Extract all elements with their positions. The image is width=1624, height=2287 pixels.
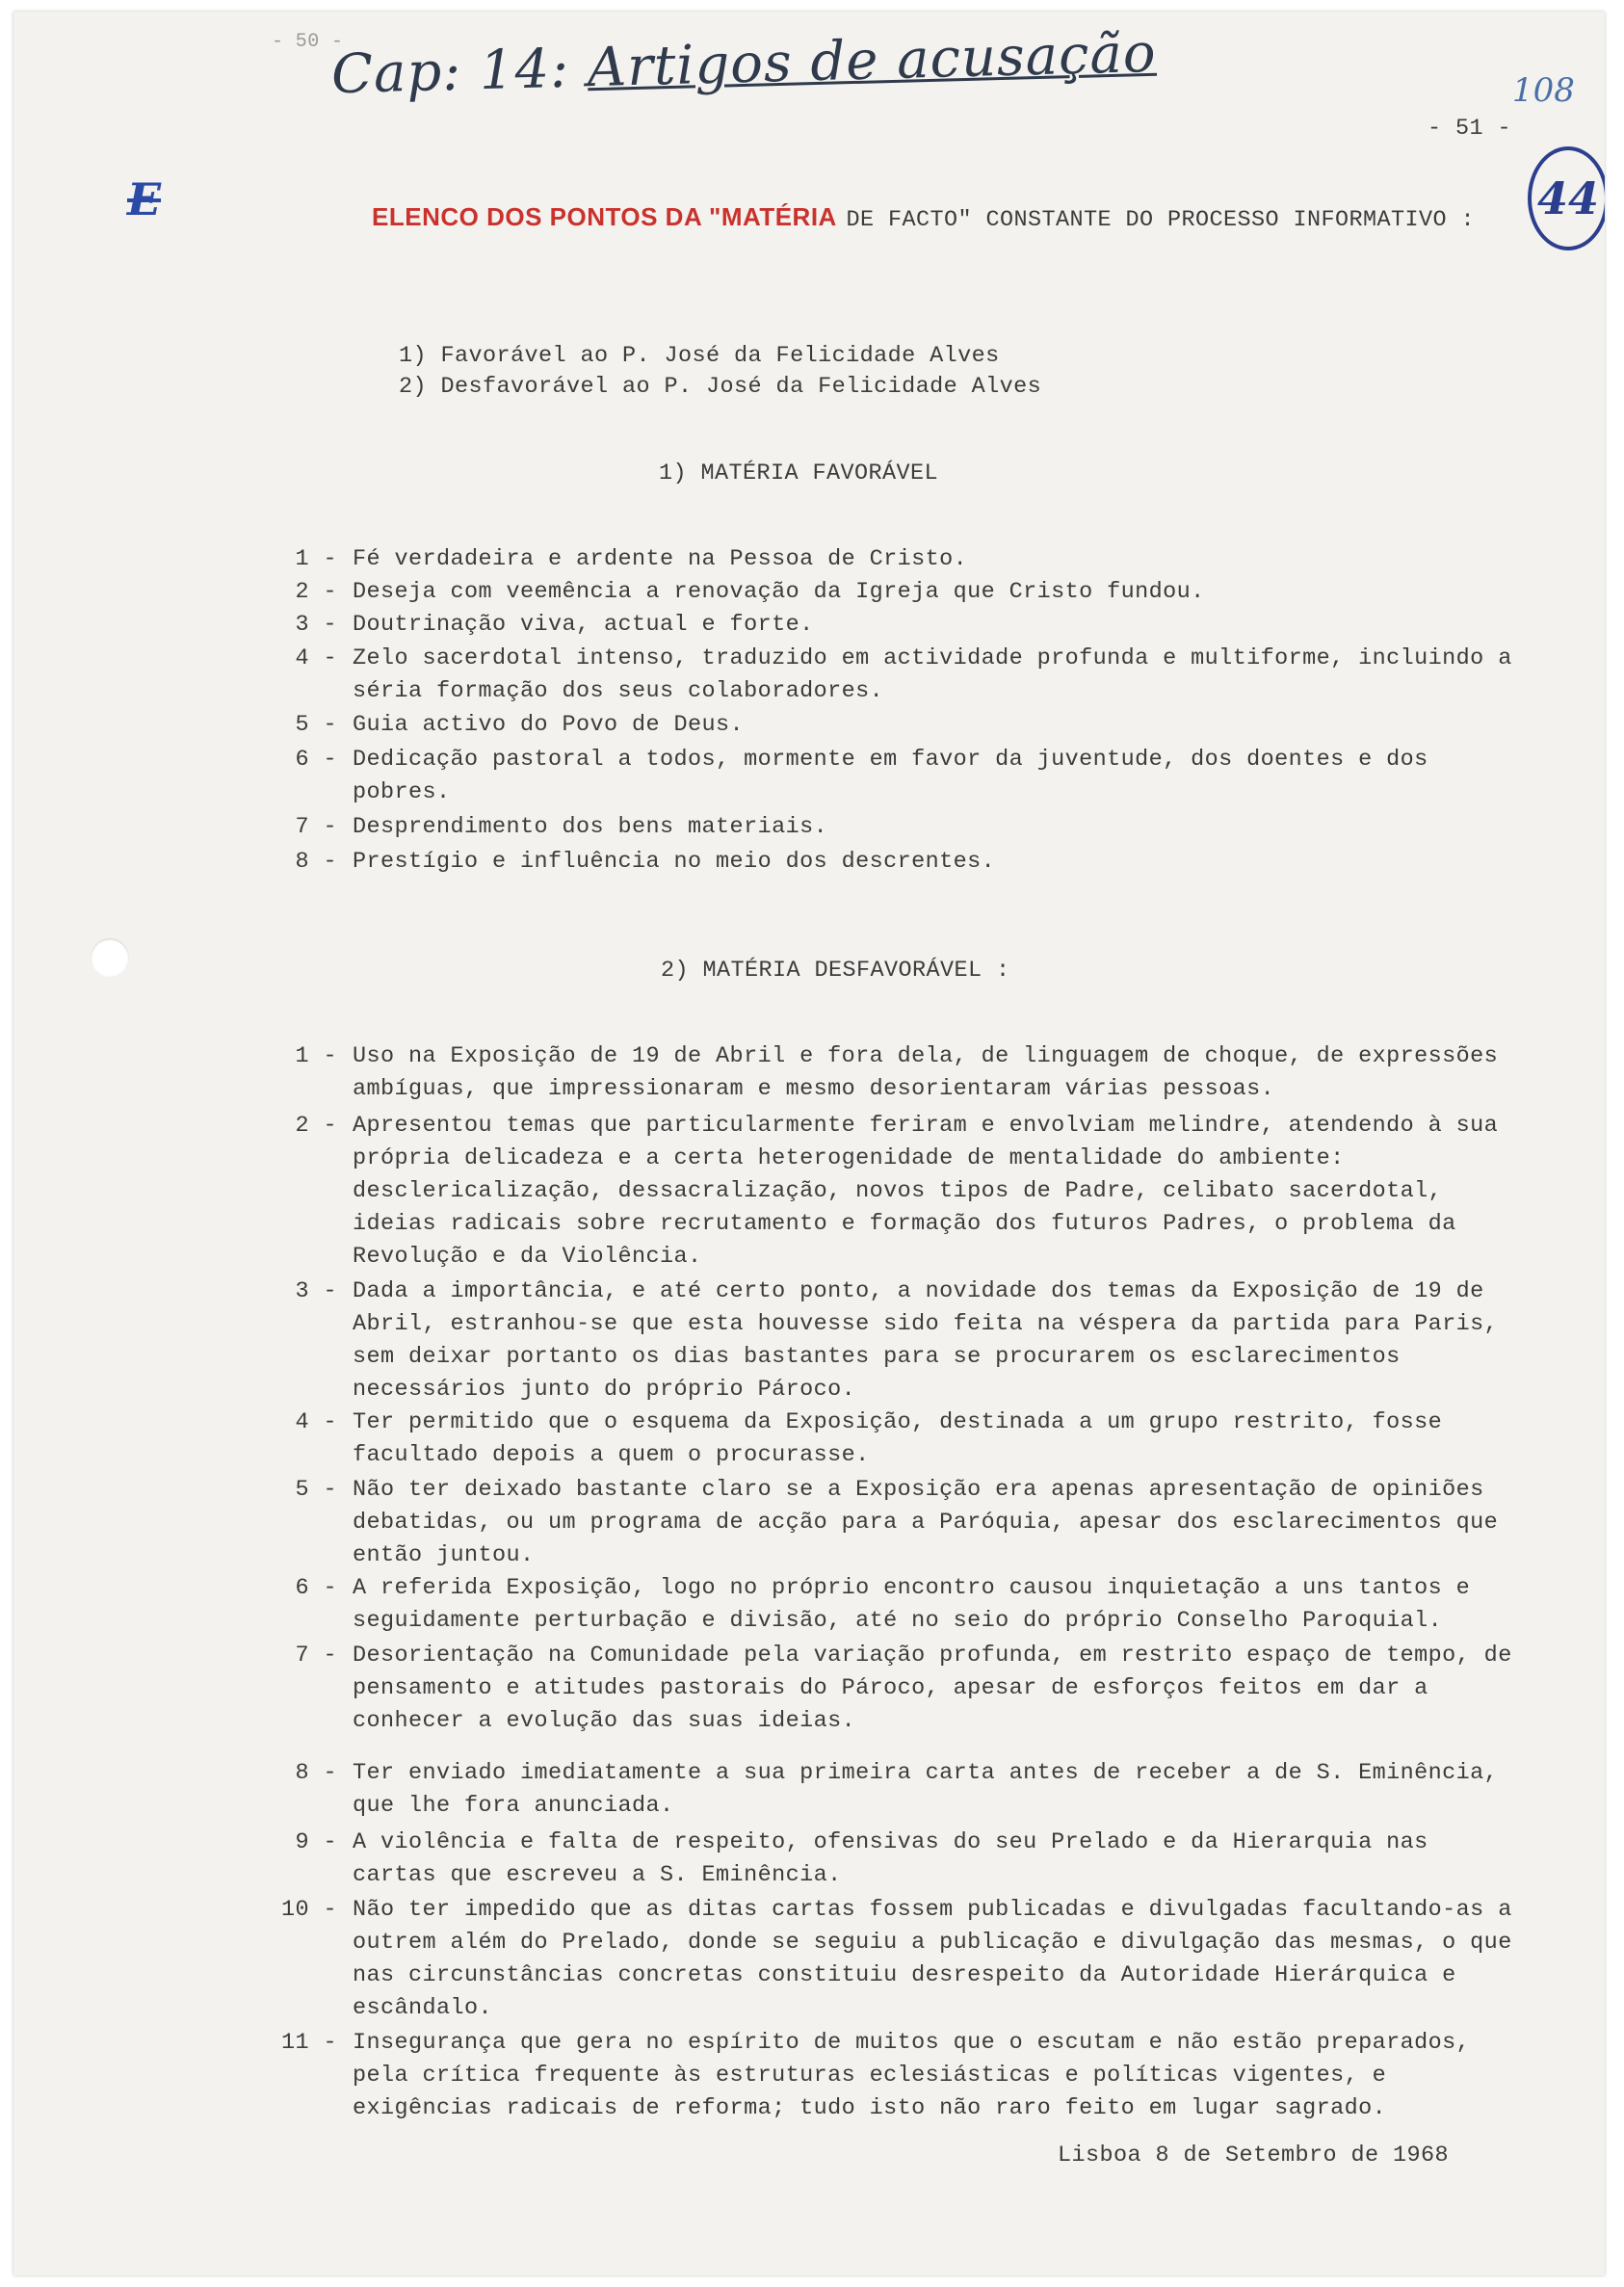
item-number: 5 - (295, 1477, 337, 1503)
favorable-item (245, 744, 1526, 809)
item-text: Dada a importância, e até certo ponto, a novidade dos temas da Exposição de 19 de Abril, estranhou-se que esta houvesse sido feita na véspera da partida para Paris, sem deixar portanto os dias bastantes para se procurarem os esclarecimentos necessários junto do próprio Pároco. (353, 1278, 1499, 1403)
item-text: Uso na Exposição de 19 de Abril e fora dela, de linguagem de choque, de expressões ambíguas, que impressionaram e mesmo desorientaram várias pessoas. (353, 1043, 1499, 1102)
unfavorable-section-title: 2) MATÉRIA DESFAVORÁVEL : (661, 958, 1010, 984)
header-typed: DE FACTO" CONSTANTE DO PROCESSO INFORMATIVO : (846, 207, 1476, 233)
item-text: Desorientação na Comunidade pela variação profunda, em restrito espaço de tempo, de pensamento e atitudes pastorais do Pároco, apesar de esforços feitos em dar a conhecer a evolução das suas ideias. (353, 1643, 1512, 1734)
item-number: 4 - (295, 1409, 337, 1435)
item-text: Apresentou temas que particularmente feriram e envolviam melindre, atendendo à sua própria delicadeza e a certa heterogenidade de mentalidade do ambiente: desclericalização, dessacralização, novos tipos de Padre, celibato sacerdotal, ideias radicais sobre recrutamento e formação dos futuros Padres, o problema da Revolução e da Violência. (353, 1113, 1499, 1270)
item-text: Ter permitido que o esquema da Exposição, destinada a um grupo restrito, fosse facultado depois a quem o procurasse. (353, 1409, 1443, 1468)
item-text: Não ter impedido que as ditas cartas fossem publicadas e divulgadas facultando-as a outrem além do Prelado, donde se seguiu a publicação e divulgação das mesmas, o que nas circunstâncias concretas constituiu desrespeito da Autoridade Hierárquica e escândalo. (353, 1897, 1512, 2021)
handwritten-title-prefix: Cap: 14: (330, 37, 570, 107)
item-text: Dedicação pastoral a todos, mormente em favor da juventude, dos doentes e dos pobres. (353, 747, 1428, 805)
item-number: 6 - (295, 1575, 337, 1601)
unfavorable-item (245, 1040, 1526, 1106)
favorable-item (245, 609, 1526, 642)
unfavorable-item (245, 1757, 1526, 1823)
unfavorable-item (245, 1406, 1526, 1472)
item-text: Prestígio e influência no meio dos descrentes. (353, 849, 996, 875)
favorable-item (245, 846, 1526, 879)
item-number: 2 - (295, 1113, 337, 1139)
document-header (372, 202, 1475, 233)
item-text: Não ter deixado bastante claro se a Exposição era apenas apresentação de opiniões debatidas, ou um programa de acção para a Paróquia, apesar dos esclarecimentos que então juntou. (353, 1477, 1499, 1568)
item-number: 8 - (295, 1760, 337, 1786)
item-number: 1 - (295, 546, 337, 572)
item-text: A violência e falta de respeito, ofensivas do seu Prelado e da Hierarquia nas cartas que escreveu a S. Eminência. (353, 1829, 1428, 1888)
handwritten-title-main: Artigos de acusação (586, 21, 1158, 100)
item-number: 7 - (295, 1643, 337, 1669)
item-number: 1 - (295, 1043, 337, 1069)
favorable-section-title: 1) MATÉRIA FAVORÁVEL (659, 460, 939, 486)
handwritten-title (330, 22, 1157, 106)
unfavorable-item (245, 1572, 1526, 1638)
item-text: A referida Exposição, logo no próprio encontro causou inquietação a uns tantos e seguidamente perturbação e divisão, até no seio do próprio Conselho Paroquial. (353, 1575, 1471, 1634)
item-text: Guia activo do Povo de Deus. (353, 712, 745, 738)
overview-line-2: 2) Desfavorável ao P. José da Felicidade Alves (399, 374, 1042, 400)
item-number: 4 - (295, 645, 337, 671)
item-text: Deseja com veemência a renovação da Igreja que Cristo fundou. (353, 579, 1205, 605)
place-date-signature: Lisboa 8 de Setembro de 1968 (1058, 2142, 1450, 2169)
item-number: 3 - (295, 1278, 337, 1304)
unfavorable-item (245, 1275, 1526, 1406)
unfavorable-item (245, 2027, 1526, 2125)
favorable-item (245, 811, 1526, 844)
item-text: Insegurança que gera no espírito de muitos que o escutam e não estão preparados, pela crítica frequente às estruturas eclesiásticas e políticas vigentes, e exigências radicais de reforma; tudo isto não raro feito em lugar sagrado. (353, 2030, 1471, 2121)
unfavorable-item (245, 1827, 1526, 1892)
item-text: Doutrinação viva, actual e forte. (353, 612, 814, 638)
unfavorable-item (245, 1894, 1526, 2025)
item-number: 5 - (295, 712, 337, 738)
document-page (13, 12, 1605, 2275)
blue-scribble-mark: E (127, 173, 162, 225)
favorable-item (245, 709, 1526, 742)
item-text: Desprendimento dos bens materiais. (353, 814, 828, 840)
unfavorable-item (245, 1474, 1526, 1572)
favorable-item (245, 543, 1526, 576)
overview-line-1: 1) Favorável ao P. José da Felicidade Alves (399, 343, 1000, 369)
page-number: - 51 - (1428, 116, 1512, 142)
unfavorable-item (245, 1640, 1526, 1738)
previous-page-mark: - 50 - (272, 31, 344, 53)
punch-hole (91, 938, 129, 977)
item-text: Fé verdadeira e ardente na Pessoa de Cristo. (353, 546, 968, 572)
favorable-item (245, 643, 1526, 708)
item-text: Ter enviado imediatamente a sua primeira carta antes de receber a de S. Eminência, que lhe fora anunciada. (353, 1760, 1499, 1819)
item-number: 7 - (295, 814, 337, 840)
header-red-handwritten: ELENCO DOS PONTOS DA "MATÉRIA (372, 202, 837, 231)
pencil-page-number: 108 (1512, 71, 1575, 110)
circled-number: 44 (1528, 146, 1605, 250)
unfavorable-item (245, 1110, 1526, 1274)
item-number: 10 - (280, 1897, 337, 1923)
item-text: Zelo sacerdotal intenso, traduzido em actividade profunda e multiforme, incluindo a séria formação dos seus colaboradores. (353, 645, 1512, 704)
favorable-item (245, 576, 1526, 609)
item-number: 3 - (295, 612, 337, 638)
item-number: 2 - (295, 579, 337, 605)
item-number: 9 - (295, 1829, 337, 1855)
item-number: 6 - (295, 747, 337, 773)
item-number: 11 - (280, 2030, 337, 2056)
item-number: 8 - (295, 849, 337, 875)
